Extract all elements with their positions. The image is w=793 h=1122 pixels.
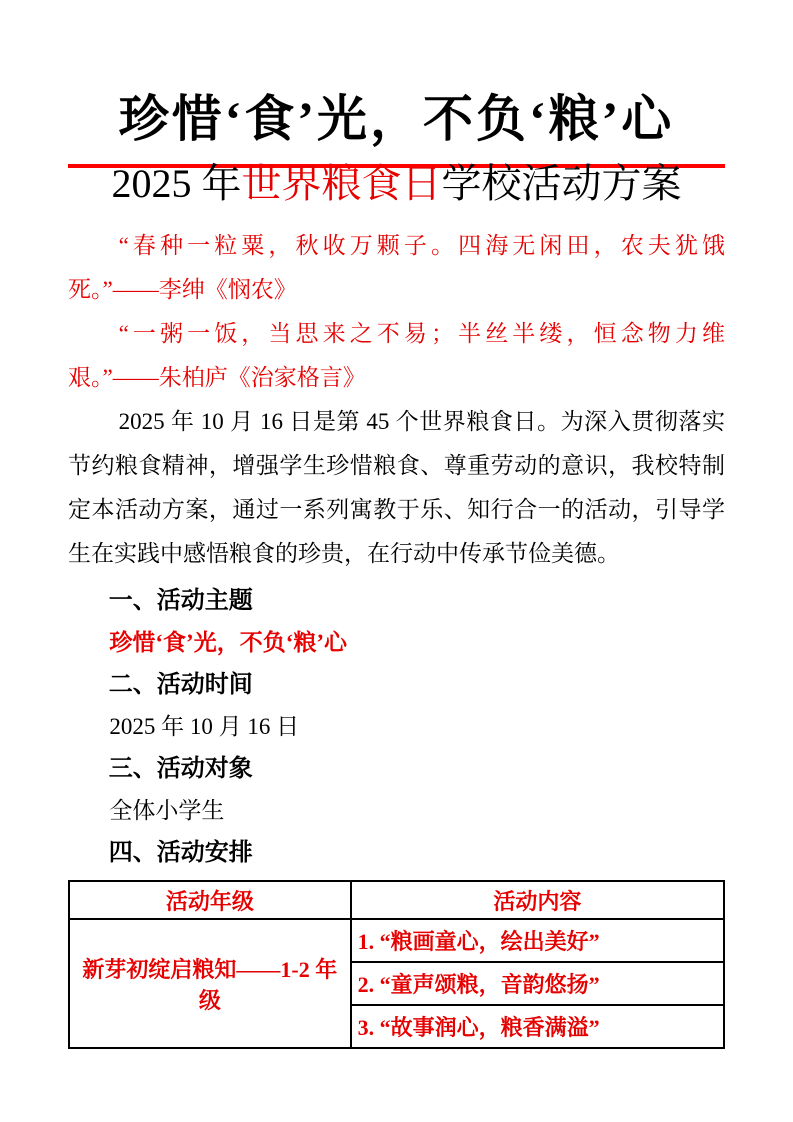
section-heading-theme: 一、活动主题 (108, 587, 253, 614)
table-header-content: 活动内容 (351, 881, 724, 919)
section-heading-schedule: 四、活动安排 (108, 839, 253, 866)
section-content-theme: 珍惜‘食’光，不负‘粮’心 (109, 630, 348, 655)
subtitle-highlight: 世界粮食日 (241, 161, 442, 206)
section-heading-audience: 三、活动对象 (108, 755, 253, 782)
table-cell-activity-1: 1. “粮画童心，绘出美好” (351, 919, 724, 962)
table-header-row (69, 881, 724, 919)
quote-minnong: “春种一粒粟，秋收万颗子。四海无闲田，农夫犹饿死。”——李绅《悯农》 (68, 233, 725, 302)
section-content-audience: 全体小学生 (109, 798, 225, 823)
table-cell-activity-2: 2. “童声颂粮，音韵悠扬” (351, 962, 724, 1005)
section-heading-time: 二、活动时间 (108, 671, 253, 698)
subtitle-block (68, 156, 725, 212)
document-title: 珍惜‘食’光，不负‘粮’心 (118, 91, 675, 147)
section-content-time: 2025 年 10 月 16 日 (109, 714, 300, 739)
subtitle-prefix: 2025 年 (111, 161, 242, 206)
table-cell-grade-group: 新芽初绽启粮知——1-2 年级 (69, 919, 351, 1048)
sections-block (68, 580, 725, 874)
table-cell-activity-3: 3. “故事润心，粮香满溢” (351, 1005, 724, 1048)
subtitle-suffix: 学校活动方案 (441, 161, 682, 206)
document-subtitle (68, 156, 725, 212)
epigraph-quotes (68, 224, 725, 400)
activity-table (68, 880, 725, 1049)
intro-paragraph: 2025 年 10 月 16 日是第 45 个世界粮食日。为深入贯彻落实节约粮食精神，增强学生珍惜粮食、尊重劳动的意识，我校特制定本活动方案，通过一系列寓教于乐、知行合一的活动，引导学生在实践中感悟粮食的珍贵，在行动中传承节俭美德。 (68, 409, 725, 566)
table-header-grade: 活动年级 (69, 881, 351, 919)
quote-zhijia-geyan: “一粥一饭，当思来之不易；半丝半缕，恒念物力维艰。”——朱柏庐《治家格言》 (68, 321, 725, 390)
table-row (69, 919, 724, 962)
